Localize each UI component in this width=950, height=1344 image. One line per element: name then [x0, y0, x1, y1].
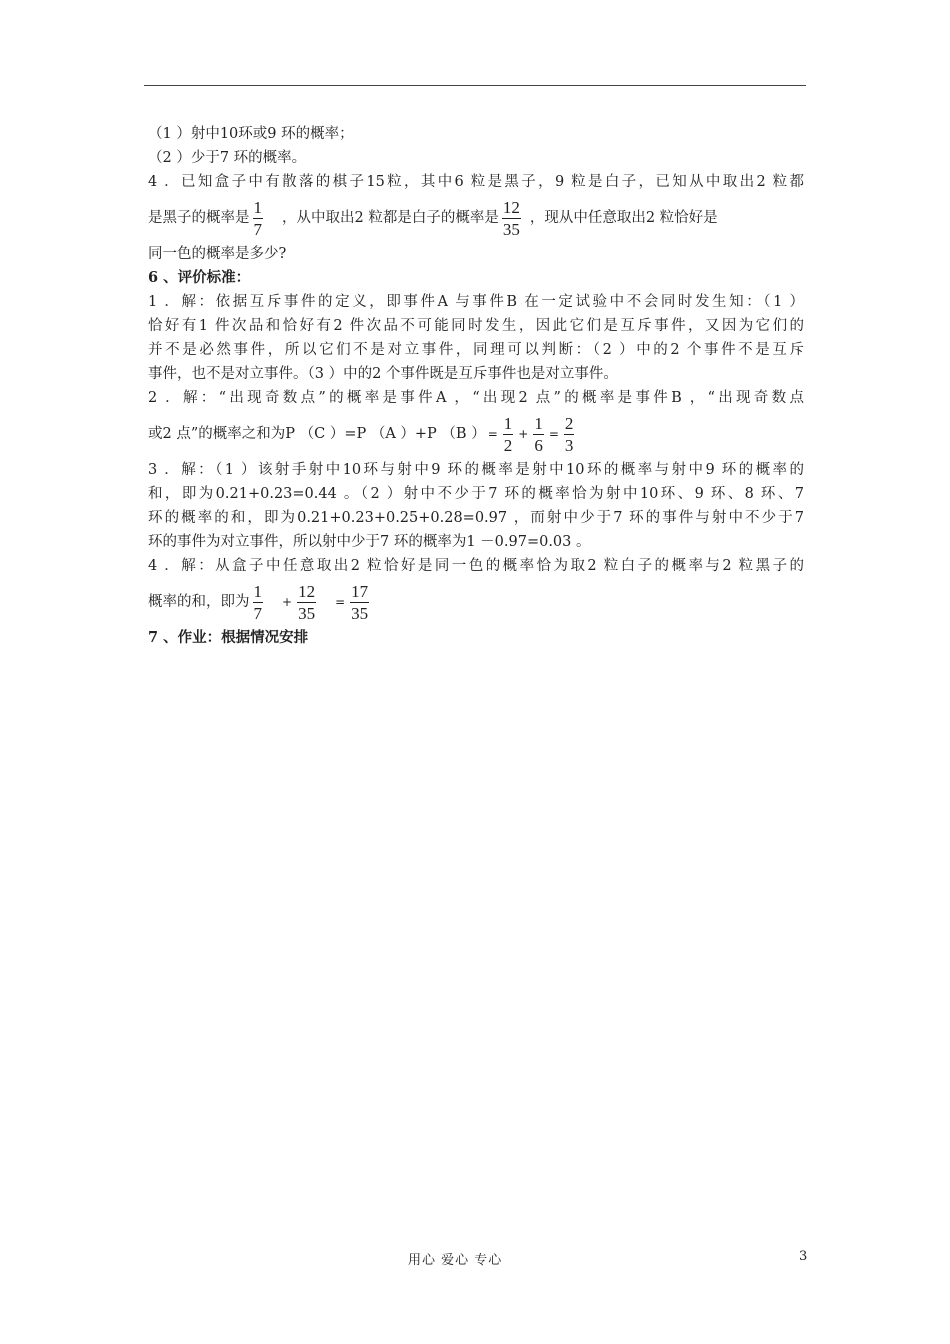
solution-3-line-4: 环的事件为对立事件，所以射中少于7 环的概率为1 －0.97=0.03 。: [148, 534, 591, 550]
fraction-1-6: [533, 413, 544, 456]
question-4-line-1: 4 ．已知盒子中有散落的棋子15粒，其中6 粒是黑子，9 粒是白子，已知从中取出2 粒都: [148, 174, 804, 190]
text-span: ，从中取出2 粒都是白子的概率是: [282, 210, 499, 226]
solution-4-line-2: [148, 578, 804, 626]
question-3-part-2: （2 ）少于7 环的概率。: [148, 150, 307, 166]
solution-1-line-2: 恰好有1 件次品和恰好有2 件次品不可能同时发生，因此它们是互斥事件，又因为它们的: [148, 318, 804, 334]
solution-3-line-3: 环的概率的和，即为0.21+0.23+0.25+0.28=0.97 ，而射中少于7 环的事件与射中不少于7: [148, 510, 804, 526]
text-span: 或2 点”的概率之和为P （C ）=P （A ）+P （B ）: [148, 426, 486, 442]
text-span: 概率的和，即为: [148, 594, 250, 610]
denominator: 3: [564, 435, 574, 455]
question-3-part-1: （1 ）射中10环或9 环的概率；: [148, 126, 354, 142]
numerator: 1: [503, 413, 513, 433]
section-heading-6: [148, 266, 804, 290]
solution-1-line-3: 并不是必然事件，所以它们不是对立事件，同理可以判断：（2 ）中的2 个事件不是互斥: [148, 342, 804, 358]
numerator: 12: [502, 197, 520, 217]
header-rule: [144, 85, 806, 86]
question-4-line-3: 同一色的概率是多少?: [148, 246, 287, 262]
denominator: 2: [503, 435, 513, 455]
denominator: 7: [253, 603, 262, 623]
text-line: [148, 242, 804, 266]
text-span: ，现从中任意取出2 粒恰好是: [529, 210, 718, 226]
solution-1-line-4: 事件，也不是对立事件。（3 ）中的2 个事件既是互斥事件也是对立事件。: [148, 366, 618, 382]
fraction-12-35: [502, 197, 521, 240]
numerator: 12: [298, 581, 316, 601]
numerator: 1: [253, 197, 262, 217]
numerator: 17: [351, 581, 369, 601]
numerator: 1: [253, 581, 262, 601]
plus-sign: +: [518, 427, 529, 441]
fraction-1-7: [253, 581, 264, 624]
text-span: 是黑子的概率是: [148, 210, 250, 226]
text-line: [148, 362, 804, 386]
fraction-17-35: [350, 581, 369, 624]
equals-sign: =: [487, 427, 498, 441]
denominator: 35: [351, 603, 369, 623]
solution-2-line-2: [148, 410, 804, 458]
denominator: 7: [253, 219, 262, 239]
text-line: [148, 122, 804, 146]
footer-motto: 用心 爱心 专心: [408, 1253, 503, 1268]
solution-3-line-2: 和，即为0.21+0.23=0.44 。（2 ）射中不少于7 环的概率恰为射中10环、9 环、8 环、7: [148, 486, 804, 502]
page-number: 3: [799, 1249, 808, 1264]
solution-2-line-1: 2 ．解：“出现奇数点”的概率是事件A ，“出现2 点”的概率是事件B ，“出现奇数点: [148, 390, 804, 406]
heading-text: 7 、作业：根据情况安排: [148, 629, 309, 646]
solution-1-line-1: 1 ．解：依据互斥事件的定义，即事件A 与事件B 在一定试验中不会同时发生知：（1 ）: [148, 294, 804, 310]
equals-sign: =: [548, 427, 559, 441]
fraction-1-7: [253, 197, 264, 240]
denominator: 35: [298, 603, 316, 623]
text-line: [148, 530, 804, 554]
section-heading-7: [148, 626, 804, 650]
page-body: [148, 122, 804, 650]
numerator: 1: [534, 413, 543, 433]
question-4-line-2: [148, 194, 804, 242]
denominator: 6: [534, 435, 543, 455]
fraction-12-35: [297, 581, 316, 624]
fraction-2-3: [564, 413, 575, 456]
denominator: 35: [502, 219, 520, 239]
solution-4-line-1: 4 ．解：从盒子中任意取出2 粒恰好是同一色的概率恰为取2 粒白子的概率与2 粒黑子的: [148, 558, 804, 574]
fraction-1-2: [503, 413, 514, 456]
heading-text: 6 、评价标准：: [148, 269, 251, 286]
equals-sign: =: [335, 595, 346, 609]
numerator: 2: [564, 413, 574, 433]
text-line: [148, 146, 804, 170]
solution-3-line-1: 3 ．解：（1 ）该射手射中10环与射中9 环的概率是射中10环的概率与射中9 环的概率的: [148, 462, 804, 478]
plus-sign: +: [282, 595, 293, 609]
